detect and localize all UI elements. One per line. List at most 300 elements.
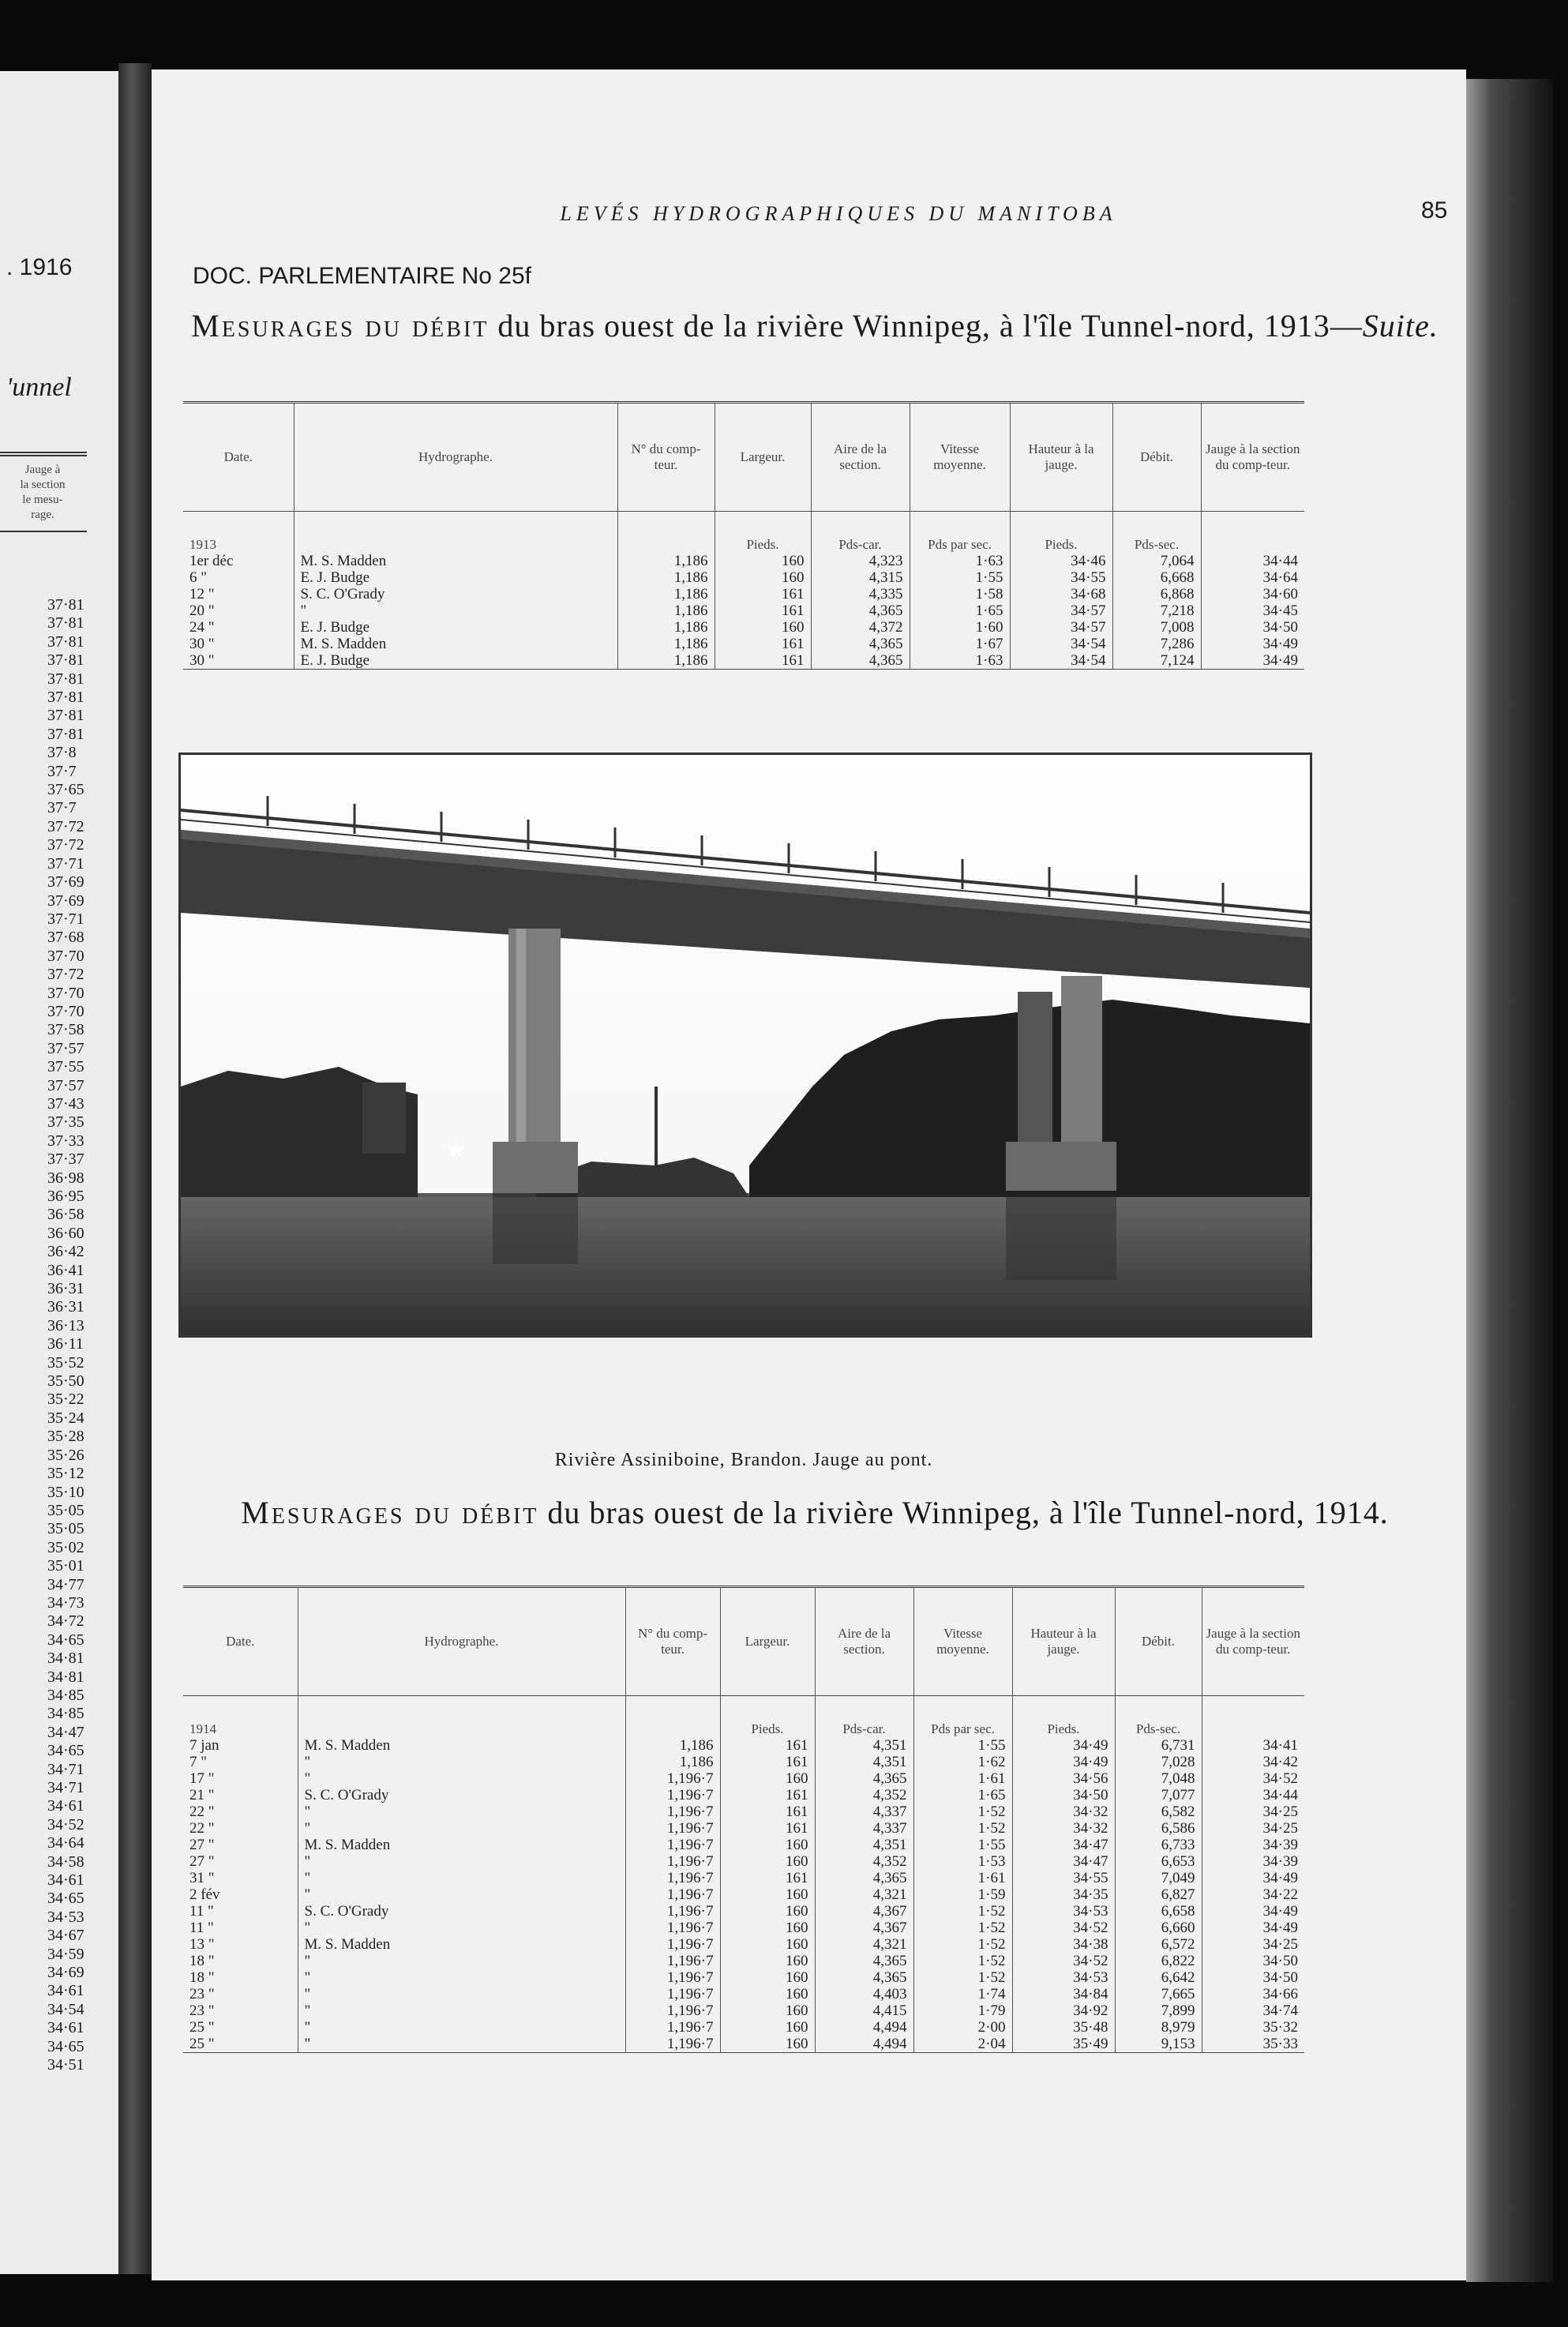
- cell-compteur: 1,186: [617, 586, 715, 602]
- cell-aire: 4,365: [811, 652, 910, 670]
- year-label: 1913: [189, 537, 216, 552]
- cell-compteur: 1,186: [617, 553, 715, 569]
- previous-page-value: 36·42: [47, 1243, 84, 1261]
- cell-largeur: 160: [720, 1770, 815, 1787]
- cell-debit: 7,077: [1115, 1787, 1202, 1803]
- cell-jauge: 34·49: [1201, 636, 1304, 652]
- year-label: 1914: [189, 1721, 216, 1736]
- cell-largeur: 161: [715, 602, 811, 619]
- header-hydrographe: Hydrographe.: [294, 403, 617, 512]
- cell-hauteur: 34·52: [1012, 1953, 1115, 1969]
- cell-largeur: 161: [715, 586, 811, 602]
- table-row: [183, 1770, 1304, 1787]
- cell-compteur: 1,196·7: [625, 1853, 720, 1870]
- cell-hydrographe: E. J. Budge: [294, 569, 617, 586]
- units-row: [183, 1696, 1304, 1738]
- previous-page-value: 34·65: [47, 1631, 84, 1649]
- cell-aire: 4,367: [815, 1903, 913, 1920]
- table-row: [183, 2036, 1304, 2053]
- cell-jauge: 34·60: [1201, 586, 1304, 602]
- previous-page-word: 'unnel: [6, 373, 72, 402]
- cell-vitesse: 1·63: [910, 553, 1010, 569]
- svg-text:★: ★: [445, 1136, 467, 1164]
- previous-page-value: 34·47: [47, 1723, 84, 1741]
- cell-hauteur: 34·92: [1012, 2002, 1115, 2019]
- previous-page-value: 34·65: [47, 1890, 84, 1908]
- rule: [0, 531, 87, 532]
- cell-aire: 4,321: [815, 1886, 913, 1903]
- cell-aire: 4,323: [811, 553, 910, 569]
- cell-hauteur: 34·47: [1012, 1853, 1115, 1870]
- cell-hauteur: 34·55: [1012, 1870, 1115, 1886]
- previous-page-value: 34·72: [47, 1612, 84, 1631]
- table-row: [183, 553, 1304, 569]
- table-row: [183, 1886, 1304, 1903]
- cell-date: 7 ": [189, 1754, 208, 1770]
- cell-aire: 4,415: [815, 2002, 913, 2019]
- cell-largeur: 160: [715, 619, 811, 636]
- units-row: [183, 512, 1304, 554]
- cell-hydrographe: M. S. Madden: [298, 1837, 625, 1853]
- cell-hauteur: 34·32: [1012, 1803, 1115, 1820]
- cell-hauteur: 34·57: [1010, 619, 1112, 636]
- cell-date: 2 fév: [189, 1886, 220, 1903]
- previous-page-value: 37·70: [47, 984, 84, 1002]
- cell-hydrographe: ": [294, 602, 617, 619]
- cell-debit: 7,028: [1115, 1754, 1202, 1770]
- cell-vitesse: 1·79: [913, 2002, 1012, 2019]
- photo-caption: Rivière Assiniboine, Brandon. Jauge au pont.: [554, 1450, 933, 1470]
- cell-largeur: 160: [720, 2036, 815, 2053]
- cell-aire: 4,365: [811, 636, 910, 652]
- cell-jauge: 34·44: [1201, 553, 1304, 569]
- cell-compteur: 1,196·7: [625, 2019, 720, 2036]
- previous-page-year: . 1916: [6, 254, 73, 280]
- cell-aire: 4,351: [815, 1754, 913, 1770]
- cell-hydrographe: ": [298, 1920, 625, 1936]
- previous-page-value: 37·81: [47, 725, 84, 743]
- cell-debit: 6,658: [1115, 1903, 1202, 1920]
- cell-date: 18 ": [189, 1969, 215, 1986]
- page-number: 85: [1421, 197, 1448, 223]
- previous-page-fragment: [0, 71, 118, 2274]
- previous-page-value: 37·81: [47, 596, 84, 614]
- previous-page-value: 34·81: [47, 1650, 84, 1668]
- unit-vitesse: Pds par sec.: [910, 512, 1010, 554]
- cell-compteur: 1,196·7: [625, 1936, 720, 1953]
- previous-page-value: 34·52: [47, 1815, 84, 1833]
- cell-vitesse: 1·65: [910, 602, 1010, 619]
- cell-date: 21 ": [189, 1787, 215, 1803]
- table-row: [183, 586, 1304, 602]
- header-compteur: N° du comp-teur.: [625, 1587, 720, 1696]
- cell-jauge: 34·49: [1201, 652, 1304, 670]
- book-page: [152, 69, 1466, 2280]
- table-row: [183, 1787, 1304, 1803]
- cell-hauteur: 34·54: [1010, 636, 1112, 652]
- cell-date: 23 ": [189, 1986, 215, 2002]
- table-row: [183, 2019, 1304, 2036]
- cell-date: 31 ": [189, 1870, 215, 1886]
- cell-compteur: 1,196·7: [625, 1770, 720, 1787]
- document-reference: DOC. PARLEMENTAIRE No 25f: [193, 263, 531, 289]
- header-aire: Aire de la section.: [815, 1587, 913, 1696]
- previous-page-value: 34·77: [47, 1575, 84, 1593]
- cell-debit: 6,868: [1112, 586, 1201, 602]
- cell-aire: 4,337: [815, 1820, 913, 1837]
- cell-compteur: 1,186: [617, 602, 715, 619]
- cell-jauge: 34·44: [1202, 1787, 1304, 1803]
- previous-page-value: 37·72: [47, 836, 84, 854]
- previous-page-value: 37·57: [47, 1076, 84, 1094]
- previous-page-value: 37·35: [47, 1113, 84, 1132]
- cell-vitesse: 1·74: [913, 1986, 1012, 2002]
- cell-hydrographe: E. J. Budge: [294, 652, 617, 670]
- cell-hydrographe: M. S. Madden: [294, 636, 617, 652]
- book-gutter: [118, 63, 152, 2274]
- page-edge: [1466, 79, 1553, 2282]
- cell-vitesse: 1·52: [913, 1969, 1012, 1986]
- previous-page-value: 37·69: [47, 873, 84, 891]
- cell-compteur: 1,196·7: [625, 1903, 720, 1920]
- cell-hauteur: 34·50: [1012, 1787, 1115, 1803]
- table-row: [183, 1986, 1304, 2002]
- cell-largeur: 160: [720, 1986, 815, 2002]
- previous-page-value: 37·55: [47, 1058, 84, 1076]
- previous-page-value: 35·10: [47, 1483, 84, 1501]
- cell-largeur: 161: [720, 1870, 815, 1886]
- cell-jauge: 34·52: [1202, 1770, 1304, 1787]
- cell-debit: 7,218: [1112, 602, 1201, 619]
- previous-page-value: 36·11: [47, 1335, 84, 1353]
- cell-aire: 4,352: [815, 1787, 913, 1803]
- previous-page-value: 37·43: [47, 1094, 84, 1113]
- cell-compteur: 1,186: [625, 1737, 720, 1754]
- cell-date: 20 ": [189, 602, 215, 619]
- previous-page-value: 34·85: [47, 1686, 84, 1704]
- cell-compteur: 1,196·7: [625, 2002, 720, 2019]
- cell-jauge: 34·39: [1202, 1837, 1304, 1853]
- cell-date: 24 ": [189, 619, 215, 636]
- unit-aire: Pds-car.: [811, 512, 910, 554]
- table-row: [183, 1953, 1304, 1969]
- cell-compteur: 1,186: [625, 1754, 720, 1770]
- table-row: [183, 1903, 1304, 1920]
- previous-page-value: 37·72: [47, 966, 84, 984]
- cell-largeur: 161: [720, 1787, 815, 1803]
- unit-largeur: Pieds.: [715, 512, 811, 554]
- running-head: LEVÉS HYDROGRAPHIQUES DU MANITOBA: [560, 202, 1117, 225]
- unit-hauteur: Pieds.: [1012, 1696, 1115, 1738]
- cell-largeur: 160: [715, 569, 811, 586]
- previous-page-value: 37·70: [47, 1002, 84, 1020]
- cell-compteur: 1,196·7: [625, 1920, 720, 1936]
- previous-page-value: 34·53: [47, 1908, 84, 1926]
- table-title-1914: Mesurages du débit du bras ouest de la rivière Winnipeg, à l'île Tunnel-nord, 1914.: [241, 1495, 1389, 1530]
- previous-page-value: 34·81: [47, 1668, 84, 1686]
- cell-hauteur: 34·49: [1012, 1754, 1115, 1770]
- table-row: [183, 1920, 1304, 1936]
- previous-page-value: 37·33: [47, 1132, 84, 1150]
- measurement-table-1914: [183, 1586, 1304, 2053]
- previous-page-value: 34·85: [47, 1705, 84, 1723]
- cell-largeur: 160: [720, 1886, 815, 1903]
- header-date: Date.: [183, 403, 294, 512]
- cell-vitesse: 1·61: [913, 1770, 1012, 1787]
- cell-hydrographe: ": [298, 1754, 625, 1770]
- previous-page-value: 34·59: [47, 1945, 84, 1963]
- cell-debit: 6,572: [1115, 1936, 1202, 1953]
- cell-hydrographe: ": [298, 2019, 625, 2036]
- previous-page-value: 37·68: [47, 929, 84, 947]
- previous-page-value: 34·61: [47, 2019, 84, 2037]
- cell-aire: 4,365: [815, 1969, 913, 1986]
- cell-date: 12 ": [189, 586, 215, 602]
- cell-hydrographe: ": [298, 1986, 625, 2002]
- previous-page-value: 37·57: [47, 1039, 84, 1057]
- table-row: [183, 1837, 1304, 1853]
- cell-vitesse: 1·52: [913, 1903, 1012, 1920]
- cell-aire: 4,321: [815, 1936, 913, 1953]
- previous-page-value: 35·26: [47, 1446, 84, 1464]
- cell-aire: 4,351: [815, 1737, 913, 1754]
- cell-vitesse: 1·62: [913, 1754, 1012, 1770]
- cell-largeur: 160: [715, 553, 811, 569]
- header-aire: Aire de la section.: [811, 403, 910, 512]
- cell-hydrographe: E. J. Budge: [294, 619, 617, 636]
- cell-debit: 6,653: [1115, 1853, 1202, 1870]
- cell-hauteur: 34·49: [1012, 1737, 1115, 1754]
- cell-compteur: 1,196·7: [625, 1986, 720, 2002]
- cell-jauge: 34·49: [1202, 1920, 1304, 1936]
- cell-date: 23 ": [189, 2002, 215, 2019]
- header-compteur: N° du comp-teur.: [617, 403, 715, 512]
- unit-vitesse: Pds par sec.: [913, 1696, 1012, 1738]
- unit-debit: Pds-sec.: [1112, 512, 1201, 554]
- cell-hauteur: 34·46: [1010, 553, 1112, 569]
- previous-page-value: 34·71: [47, 1760, 84, 1778]
- cell-aire: 4,365: [815, 1870, 913, 1886]
- cell-debit: 6,733: [1115, 1837, 1202, 1853]
- table-row: [183, 652, 1304, 670]
- cell-jauge: 34·45: [1201, 602, 1304, 619]
- cell-hydrographe: M. S. Madden: [298, 1737, 625, 1754]
- cell-debit: 7,665: [1115, 1986, 1202, 2002]
- cell-date: 6 ": [189, 569, 208, 586]
- cell-hydrographe: ": [298, 2002, 625, 2019]
- cell-hauteur: 35·49: [1012, 2036, 1115, 2053]
- previous-page-value: 36·31: [47, 1298, 84, 1316]
- cell-hydrographe: M. S. Madden: [294, 553, 617, 569]
- rule: [0, 455, 87, 456]
- previous-page-value: 37·71: [47, 910, 84, 928]
- cell-vitesse: 1·55: [910, 569, 1010, 586]
- header-vitesse: Vitesse moyenne.: [913, 1587, 1012, 1696]
- cell-date: 11 ": [189, 1903, 214, 1920]
- cell-hauteur: 34·53: [1012, 1903, 1115, 1920]
- header-vitesse: Vitesse moyenne.: [910, 403, 1010, 512]
- cell-largeur: 161: [715, 652, 811, 670]
- cell-jauge: 34·22: [1202, 1886, 1304, 1903]
- cell-aire: 4,365: [815, 1953, 913, 1969]
- cell-hydrographe: ": [298, 2036, 625, 2053]
- cell-largeur: 161: [720, 1803, 815, 1820]
- cell-date: 17 ": [189, 1770, 215, 1787]
- previous-page-value: 34·61: [47, 1871, 84, 1890]
- cell-jauge: 34·41: [1202, 1737, 1304, 1754]
- previous-page-value: 35·24: [47, 1409, 84, 1427]
- cell-date: 7 jan: [189, 1737, 219, 1754]
- previous-page-value: 36·60: [47, 1224, 84, 1242]
- cell-jauge: 34·66: [1202, 1986, 1304, 2002]
- cell-date: 18 ": [189, 1953, 215, 1969]
- cell-date: 13 ": [189, 1936, 215, 1953]
- cell-hydrographe: ": [298, 1870, 625, 1886]
- table-row: [183, 569, 1304, 586]
- cell-date: 11 ": [189, 1920, 214, 1936]
- cell-compteur: 1,196·7: [625, 1886, 720, 1903]
- previous-page-value: 34·65: [47, 1742, 84, 1760]
- table-row: [183, 1853, 1304, 1870]
- header-hauteur: Hauteur à la jauge.: [1010, 403, 1112, 512]
- previous-page-value: 37·81: [47, 689, 84, 707]
- cell-debit: 9,153: [1115, 2036, 1202, 2053]
- bridge-photo-illustration: [181, 755, 1310, 1335]
- cell-largeur: 161: [715, 636, 811, 652]
- cell-jauge: 34·49: [1202, 1903, 1304, 1920]
- previous-page-value: 37·58: [47, 1021, 84, 1039]
- cell-largeur: 160: [720, 1853, 815, 1870]
- cell-jauge: 34·25: [1202, 1803, 1304, 1820]
- cell-aire: 4,315: [811, 569, 910, 586]
- cell-vitesse: 1·63: [910, 652, 1010, 670]
- cell-jauge: 34·25: [1202, 1820, 1304, 1837]
- previous-page-value: 37·70: [47, 947, 84, 965]
- cell-compteur: 1,196·7: [625, 2036, 720, 2053]
- cell-compteur: 1,196·7: [625, 1969, 720, 1986]
- table-row: [183, 1969, 1304, 1986]
- cell-hauteur: 34·35: [1012, 1886, 1115, 1903]
- cell-date: 30 ": [189, 636, 215, 652]
- cell-hydrographe: ": [298, 1853, 625, 1870]
- previous-page-value: 37·81: [47, 707, 84, 725]
- cell-date: 25 ": [189, 2019, 215, 2036]
- previous-page-value: 34·73: [47, 1593, 84, 1612]
- cell-hydrographe: ": [298, 1770, 625, 1787]
- cell-date: 25 ": [183, 2036, 298, 2053]
- cell-date: 1er déc: [189, 553, 234, 569]
- cell-hydrographe: ": [298, 1803, 625, 1820]
- cell-debit: 7,286: [1112, 636, 1201, 652]
- cell-hydrographe: ": [298, 1969, 625, 1986]
- header-date: Date.: [183, 1587, 298, 1696]
- cell-hauteur: 34·47: [1012, 1837, 1115, 1853]
- header-jauge: Jauge à la section du comp-teur.: [1201, 403, 1304, 512]
- previous-page-value: 34·69: [47, 1964, 84, 1982]
- cell-jauge: 35·33: [1202, 2036, 1304, 2053]
- cell-jauge: 34·42: [1202, 1754, 1304, 1770]
- cell-aire: 4,337: [815, 1803, 913, 1820]
- cell-largeur: 160: [720, 1936, 815, 1953]
- cell-debit: 6,827: [1115, 1886, 1202, 1903]
- previous-page-values: [47, 596, 84, 2075]
- previous-page-value: 37·8: [47, 744, 77, 762]
- cell-hauteur: 34·56: [1012, 1770, 1115, 1787]
- previous-page-value: 36·95: [47, 1188, 84, 1205]
- cell-vitesse: 1·52: [913, 1953, 1012, 1969]
- cell-hauteur: 34·68: [1010, 586, 1112, 602]
- header-hydrographe: Hydrographe.: [298, 1587, 625, 1696]
- previous-page-value: 37·65: [47, 781, 84, 799]
- cell-debit: 6,642: [1115, 1969, 1202, 1986]
- cell-aire: 4,365: [815, 1770, 913, 1787]
- cell-vitesse: 1·67: [910, 636, 1010, 652]
- cell-largeur: 161: [720, 1820, 815, 1837]
- unit-largeur: Pieds.: [720, 1696, 815, 1738]
- cell-compteur: 1,196·7: [625, 1837, 720, 1853]
- cell-vitesse: 2·04: [913, 2036, 1012, 2053]
- cell-date: 27 ": [189, 1853, 215, 1870]
- cell-debit: 7,049: [1115, 1870, 1202, 1886]
- cell-hydrographe: ": [298, 1820, 625, 1837]
- previous-page-value: 37·37: [47, 1150, 84, 1169]
- cell-compteur: 1,196·7: [625, 1870, 720, 1886]
- cell-compteur: 1,186: [617, 619, 715, 636]
- cell-hauteur: 34·55: [1010, 569, 1112, 586]
- rule: [0, 452, 87, 453]
- cell-largeur: 161: [720, 1737, 815, 1754]
- cell-jauge: 34·64: [1201, 569, 1304, 586]
- cell-largeur: 160: [720, 1903, 815, 1920]
- previous-page-value: 37·69: [47, 891, 84, 910]
- cell-jauge: 34·50: [1202, 1969, 1304, 1986]
- cell-hydrographe: ": [298, 1886, 625, 1903]
- cell-hauteur: 34·54: [1010, 652, 1112, 670]
- previous-page-value: 37·81: [47, 651, 84, 670]
- cell-largeur: 160: [720, 2002, 815, 2019]
- previous-page-value: 34·51: [47, 2056, 84, 2074]
- table-row: [183, 1936, 1304, 1953]
- cell-jauge: 34·50: [1202, 1953, 1304, 1969]
- cell-aire: 4,365: [811, 602, 910, 619]
- cell-date: 27 ": [189, 1837, 215, 1853]
- cell-vitesse: 1·52: [913, 1920, 1012, 1936]
- previous-page-value: 34·61: [47, 1982, 84, 2000]
- table-row: [183, 1870, 1304, 1886]
- cell-debit: 6,668: [1112, 569, 1201, 586]
- cell-compteur: 1,196·7: [625, 1787, 720, 1803]
- header-hauteur: Hauteur à la jauge.: [1012, 1587, 1115, 1696]
- cell-largeur: 160: [720, 2019, 815, 2036]
- bridge-photograph: [178, 753, 1312, 1338]
- cell-largeur: 160: [720, 1969, 815, 1986]
- cell-jauge: 34·50: [1201, 619, 1304, 636]
- cell-vitesse: 1·60: [910, 619, 1010, 636]
- cell-debit: 7,008: [1112, 619, 1201, 636]
- previous-page-value: 37·7: [47, 762, 77, 780]
- previous-page-value: 35·28: [47, 1428, 84, 1446]
- cell-debit: 7,048: [1115, 1770, 1202, 1787]
- cell-vitesse: 1·59: [913, 1886, 1012, 1903]
- previous-page-column-header: Jauge à la section le mesu- rage.: [20, 464, 66, 521]
- previous-page-value: 35·01: [47, 1557, 84, 1575]
- cell-aire: 4,494: [815, 2036, 913, 2053]
- unit-aire: Pds-car.: [815, 1696, 913, 1738]
- previous-page-value: 34·64: [47, 1834, 84, 1852]
- previous-page-value: 36·98: [47, 1169, 84, 1187]
- previous-page-value: 35·02: [47, 1538, 84, 1556]
- previous-page-value: 34·71: [47, 1779, 84, 1796]
